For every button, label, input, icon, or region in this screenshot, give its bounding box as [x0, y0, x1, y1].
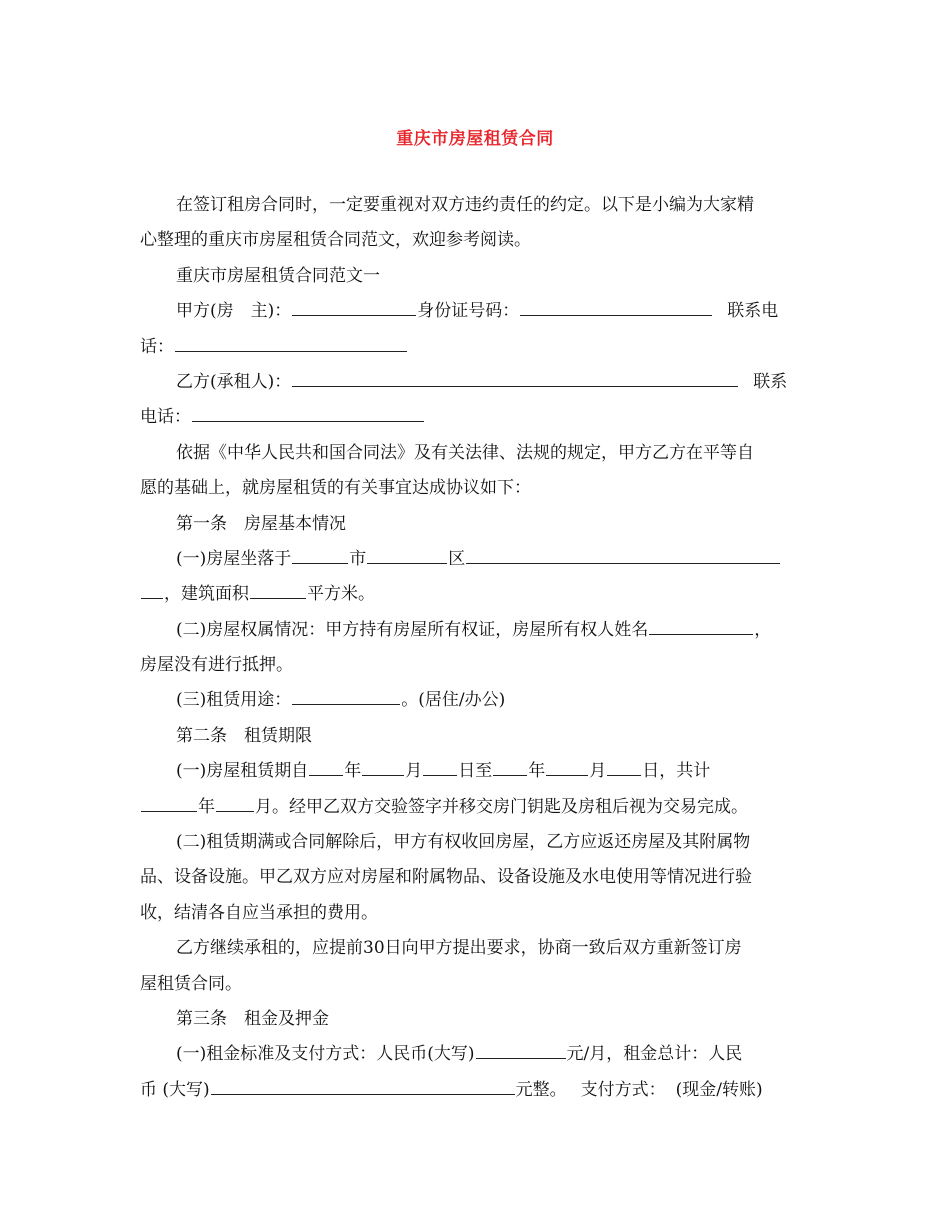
total-months-blank — [216, 790, 254, 812]
rent-label: (一)租金标准及支付方式：人民币(大写) — [176, 1044, 475, 1065]
article-2-item-1-line-2 — [140, 790, 812, 825]
start-year-blank — [309, 754, 343, 776]
article-2-item-2-line-1: (二)租赁期满或合同解除后，甲方有权收回房屋，乙方应返还房屋及其附属物 — [176, 832, 751, 853]
term-label: (一)房屋租赁期自 — [176, 761, 309, 782]
district-blank — [367, 542, 447, 564]
party-a-label: 甲方(房 主)： — [176, 301, 292, 322]
total-years-blank — [141, 790, 197, 812]
comma: ， — [754, 619, 772, 640]
usage-options: 。(居住/办公) — [401, 690, 506, 711]
year-label: 年 — [528, 761, 546, 782]
intro-line-2: 心整理的重庆市房屋租赁合同范文，欢迎参考阅读。 — [140, 230, 531, 251]
article-2-item-3-line-2: 屋租赁合同。 — [140, 973, 242, 994]
handover-text: 月。经甲乙双方交验签字并移交房门钥匙及房租后视为交易完成。 — [255, 796, 748, 817]
article-1-item-2-line-1 — [140, 613, 812, 648]
article-1-item-1-line-2 — [140, 577, 812, 612]
ownership-label: (二)房屋权属情况：甲方持有房屋所有权证，房屋所有权人姓名 — [176, 619, 649, 640]
article-1-item-1-line-1 — [140, 542, 812, 577]
usage-label: (三)租赁用途： — [176, 690, 292, 711]
year-label: 年 — [198, 796, 215, 817]
party-a-phone-label-1: 联系电 — [727, 301, 779, 322]
intro-line-1: 在签订租房合同时，一定要重视对双方违约责任的约定。以下是小编为大家精 — [176, 195, 754, 215]
day-to-label: 日至 — [458, 761, 493, 782]
area-unit: 平方米。 — [307, 584, 375, 605]
end-day-blank — [607, 754, 641, 776]
rent-amount-blank — [476, 1037, 566, 1059]
district-label: 区 — [448, 548, 466, 569]
basis-line-2: 愿的基础上，就房屋租赁的有关事宜达成协议如下： — [140, 478, 531, 499]
party-a-line — [140, 294, 812, 329]
party-b-phone-label-1: 联系 — [753, 371, 788, 392]
end-year-blank — [493, 754, 527, 776]
party-a-phone-line — [140, 330, 812, 365]
party-b-phone-line — [140, 400, 812, 435]
address-blank — [466, 542, 780, 564]
party-b-phone-label-2: 电话： — [140, 407, 191, 428]
article-2-item-2-line-3: 收，结清各自应当承担的费用。 — [140, 902, 378, 923]
party-b-phone-blank — [192, 400, 424, 422]
area-label: ，建筑面积 — [164, 584, 249, 605]
rent-total-suffix: 元整。 — [515, 1079, 567, 1100]
rent-total-prefix: 币 (大写) — [140, 1079, 210, 1100]
month-label: 月 — [589, 761, 607, 782]
party-a-id-label: 身份证号码： — [417, 301, 520, 322]
end-month-blank — [546, 754, 588, 776]
party-a-name-blank — [292, 294, 416, 316]
area-blank — [250, 577, 306, 599]
article-2-item-3-line-1: 乙方继续承租的，应提前30日向甲方提出要求，协商一致后双方重新签订房 — [176, 938, 742, 959]
party-a-phone-blank — [175, 330, 407, 352]
article-1-heading: 第一条 房屋基本情况 — [176, 513, 346, 534]
article-1-item-3 — [140, 683, 812, 718]
year-label: 年 — [344, 761, 362, 782]
start-day-blank — [423, 754, 457, 776]
basis-line-1: 依据《中华人民共和国合同法》及有关法律、法规的规定，甲方乙方在平等自 — [176, 442, 754, 463]
article-2-heading: 第二条 租赁期限 — [176, 725, 312, 746]
party-b-name-blank — [292, 365, 738, 387]
party-b-label: 乙方(承租人)： — [176, 371, 292, 392]
location-label: (一)房屋坐落于 — [176, 548, 292, 569]
document-body — [140, 188, 812, 1108]
article-2-item-2-line-2: 品、设备设施。甲乙双方应对房屋和附属物品、设备设施及水电使用等情况进行验 — [140, 867, 752, 888]
party-a-id-blank — [520, 294, 712, 316]
owner-name-blank — [649, 613, 753, 635]
city-label: 市 — [349, 548, 367, 569]
article-2-item-1-line-1 — [140, 754, 812, 789]
payment-method-label: 支付方式： — [580, 1079, 666, 1100]
total-label: 日，共计 — [642, 761, 711, 782]
party-b-line — [140, 365, 812, 400]
sample-heading: 重庆市房屋租赁合同范文一 — [176, 265, 380, 286]
rent-total-blank — [211, 1073, 515, 1095]
city-blank — [292, 542, 348, 564]
address-blank-cont — [141, 577, 163, 599]
article-3-heading: 第三条 租金及押金 — [176, 1008, 329, 1029]
payment-method-options: (现金/转账) — [675, 1079, 763, 1100]
month-label: 月 — [405, 761, 423, 782]
rent-total-label: 元/月，租金总计：人民 — [566, 1044, 743, 1065]
party-a-phone-label-2: 话： — [140, 336, 174, 357]
article-3-item-1-line-1 — [140, 1037, 812, 1072]
usage-blank — [292, 683, 400, 705]
document-title: 重庆市房屋租赁合同 — [396, 129, 554, 149]
article-1-item-2-line-2: 房屋没有进行抵押。 — [140, 655, 293, 676]
start-month-blank — [362, 754, 404, 776]
article-3-item-1-line-2 — [140, 1073, 812, 1108]
